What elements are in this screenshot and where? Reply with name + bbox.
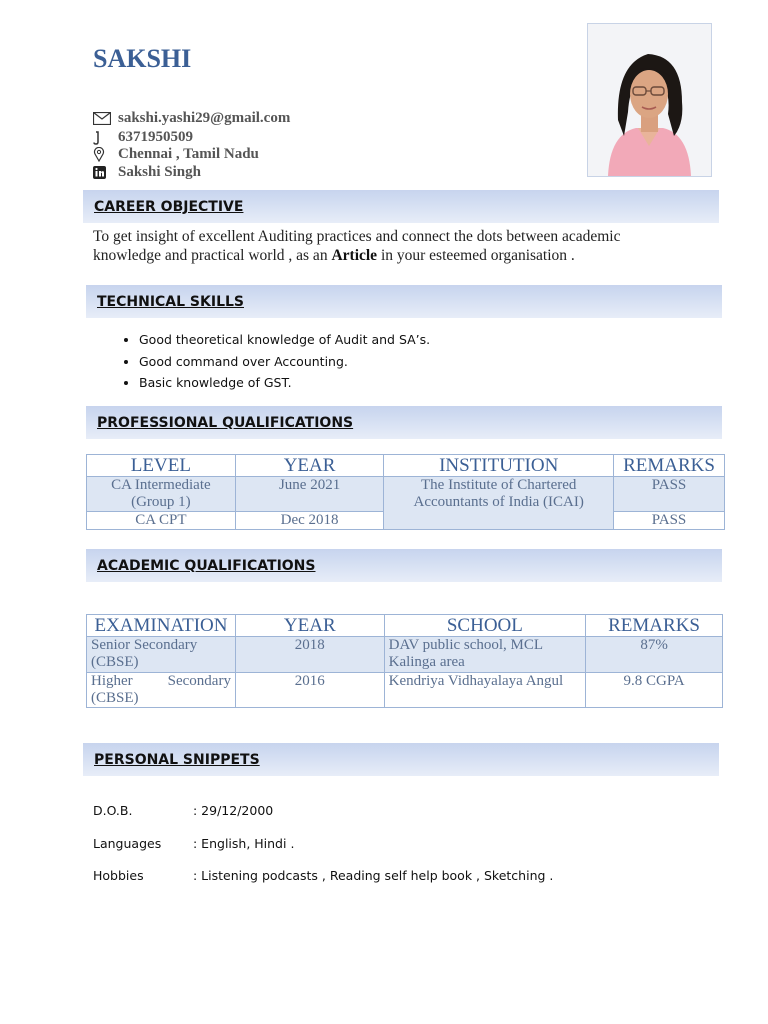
column-header: REMARKS bbox=[586, 615, 723, 637]
table-row bbox=[87, 637, 723, 673]
column-header: SCHOOL bbox=[384, 615, 586, 637]
phone-line bbox=[93, 129, 193, 146]
personal-value: : English, Hindi . bbox=[193, 836, 295, 851]
personal-label: Hobbies bbox=[93, 868, 144, 883]
location-pin-icon bbox=[93, 147, 113, 162]
skill-item: • Good theoretical knowledge of Audit and SA’s. bbox=[139, 331, 430, 353]
table-row bbox=[87, 673, 723, 708]
personal-row-dob bbox=[93, 803, 273, 818]
exam-cell: Senior Secondary (CBSE) bbox=[87, 637, 236, 673]
institution-cell: The Institute of Chartered Accountants of India (ICAI) bbox=[384, 477, 614, 530]
column-header: YEAR bbox=[235, 615, 384, 637]
personal-value: : Listening podcasts , Reading self help book , Sketching . bbox=[193, 868, 554, 883]
phone-icon bbox=[93, 131, 113, 145]
column-header: REMARKS bbox=[614, 455, 725, 477]
remarks-cell: 87% bbox=[586, 637, 723, 673]
section-header-professional-qualifications: PROFESSIONAL QUALIFICATIONS bbox=[86, 406, 722, 439]
remarks-cell: PASS bbox=[614, 512, 725, 530]
email-text[interactable]: sakshi.yashi29@gmail.com bbox=[118, 110, 291, 126]
profile-photo bbox=[587, 23, 712, 177]
section-header-career-objective: CAREER OBJECTIVE bbox=[83, 190, 719, 223]
location-text: Chennai , Tamil Nadu bbox=[118, 146, 259, 162]
skill-item: • Basic knowledge of GST. bbox=[139, 374, 430, 396]
table-header-row bbox=[87, 615, 723, 637]
exam-cell: Higher Secondary (CBSE) bbox=[87, 673, 236, 708]
academic-table bbox=[86, 614, 723, 708]
section-header-personal-snippets: PERSONAL SNIPPETS bbox=[83, 743, 719, 776]
remarks-cell: 9.8 CGPA bbox=[586, 673, 723, 708]
personal-label: D.O.B. bbox=[93, 803, 133, 818]
year-cell: June 2021 bbox=[235, 477, 384, 512]
section-header-academic-qualifications: ACADEMIC QUALIFICATIONS bbox=[86, 549, 722, 582]
year-cell: 2018 bbox=[235, 637, 384, 673]
personal-row-languages bbox=[93, 836, 294, 851]
year-cell: 2016 bbox=[235, 673, 384, 708]
year-cell: Dec 2018 bbox=[235, 512, 384, 530]
candidate-name: SAKSHI bbox=[93, 44, 192, 73]
linkedin-text[interactable]: Sakshi Singh bbox=[118, 164, 201, 180]
location-line bbox=[93, 146, 259, 163]
table-header-row bbox=[87, 455, 725, 477]
personal-label: Languages bbox=[93, 836, 162, 851]
personal-row-hobbies bbox=[93, 868, 553, 883]
personal-value: : 29/12/2000 bbox=[193, 803, 274, 818]
column-header: EXAMINATION bbox=[87, 615, 236, 637]
mail-icon bbox=[93, 112, 113, 125]
level-cell: CA CPT bbox=[87, 512, 236, 530]
skill-item: • Good command over Accounting. bbox=[139, 353, 430, 375]
column-header: YEAR bbox=[235, 455, 384, 477]
article-emphasis: Article bbox=[331, 247, 378, 264]
level-cell: CA Intermediate (Group 1) bbox=[87, 477, 236, 512]
phone-text: 6371950509 bbox=[118, 129, 193, 145]
column-header: LEVEL bbox=[87, 455, 236, 477]
table-row bbox=[87, 477, 725, 512]
skills-list bbox=[115, 331, 430, 396]
school-cell: Kendriya Vidhayalaya Angul bbox=[384, 673, 586, 708]
linkedin-line bbox=[93, 164, 201, 181]
remarks-cell: PASS bbox=[614, 477, 725, 512]
linkedin-icon bbox=[93, 166, 113, 179]
column-header: INSTITUTION bbox=[384, 455, 614, 477]
career-objective-text: To get insight of excellent Auditing practices and connect the dots between academic knowledge and practical world , as an Article in your esteemed organisation . bbox=[93, 228, 621, 264]
section-header-technical-skills: TECHNICAL SKILLS bbox=[86, 285, 722, 318]
professional-table bbox=[86, 454, 725, 530]
email-line bbox=[93, 110, 290, 127]
school-cell: DAV public school, MCL Kalinga area bbox=[384, 637, 586, 673]
